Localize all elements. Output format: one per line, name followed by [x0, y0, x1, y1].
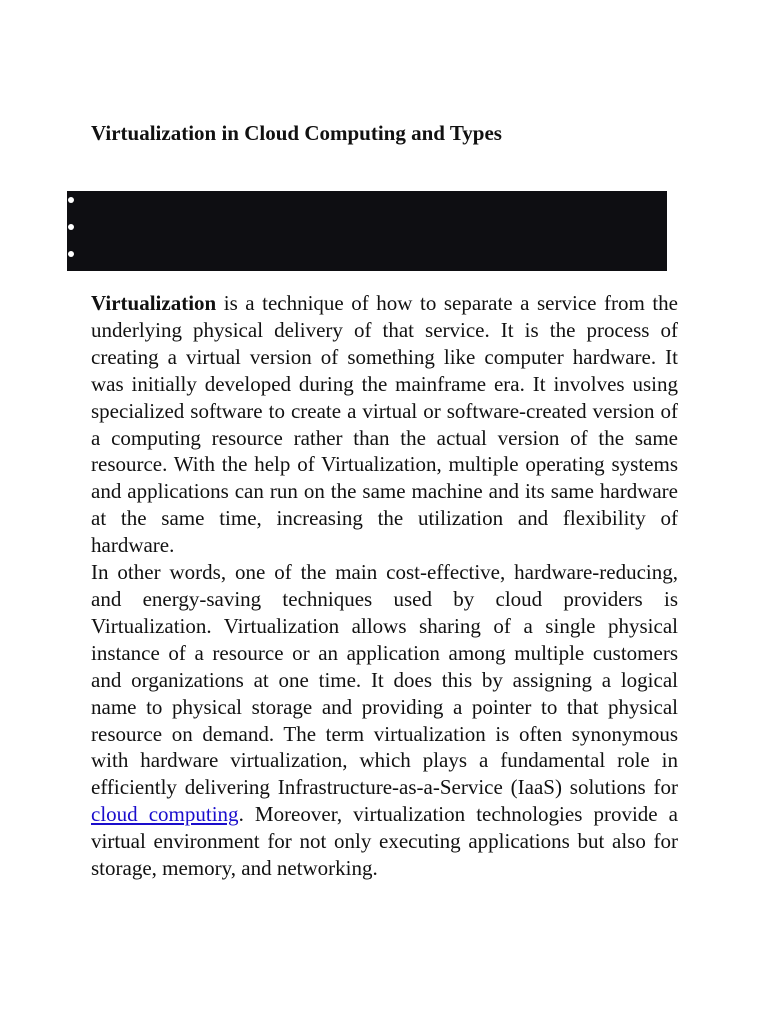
- black-banner: [67, 191, 667, 271]
- paragraph-intro: [91, 290, 678, 559]
- bold-term: Virtualization: [91, 291, 217, 315]
- cloud-computing-link[interactable]: cloud computing: [91, 802, 239, 827]
- page-title: Virtualization in Cloud Computing and Types: [91, 121, 502, 145]
- bullet-dot: [68, 251, 74, 257]
- paragraph-text: . Moreover, virtualization technologies provide a virtual environment for not only executing applications but also for storage, memory, and networking.: [91, 802, 678, 881]
- paragraph-details: [91, 559, 678, 882]
- paragraph-text: In other words, one of the main cost-effective, hardware-reducing, and energy-saving techniques used by cloud providers is Virtualization. Virtualization allows sharing of a single physical instance of a resource or an application among multiple customers and organizations at one time. It does this by assigning a logical name to physical storage and providing a pointer to that physical resource on demand. The term virtualization is often synonymous with hardware virtualization, which plays a fundamental role in efficiently delivering Infrastructure-as-a-Service (IaaS) solutions for: [91, 560, 678, 800]
- bullet-dot: [68, 224, 74, 230]
- article-body: [91, 290, 678, 882]
- paragraph-text: is a technique of how to separate a service from the underlying physical delivery of that service. It is the process of creating a virtual version of something like computer hardware. It was initially developed during the mainframe era. It involves using specialized software to create a virtual or software-created version of a computing resource rather than the actual version of the same resource. With the help of Virtualization, multiple operating systems and applications can run on the same machine and its same hardware at the same time, increasing the utilization and flexibility of hardware.: [91, 291, 678, 558]
- bullet-dot: [68, 197, 74, 203]
